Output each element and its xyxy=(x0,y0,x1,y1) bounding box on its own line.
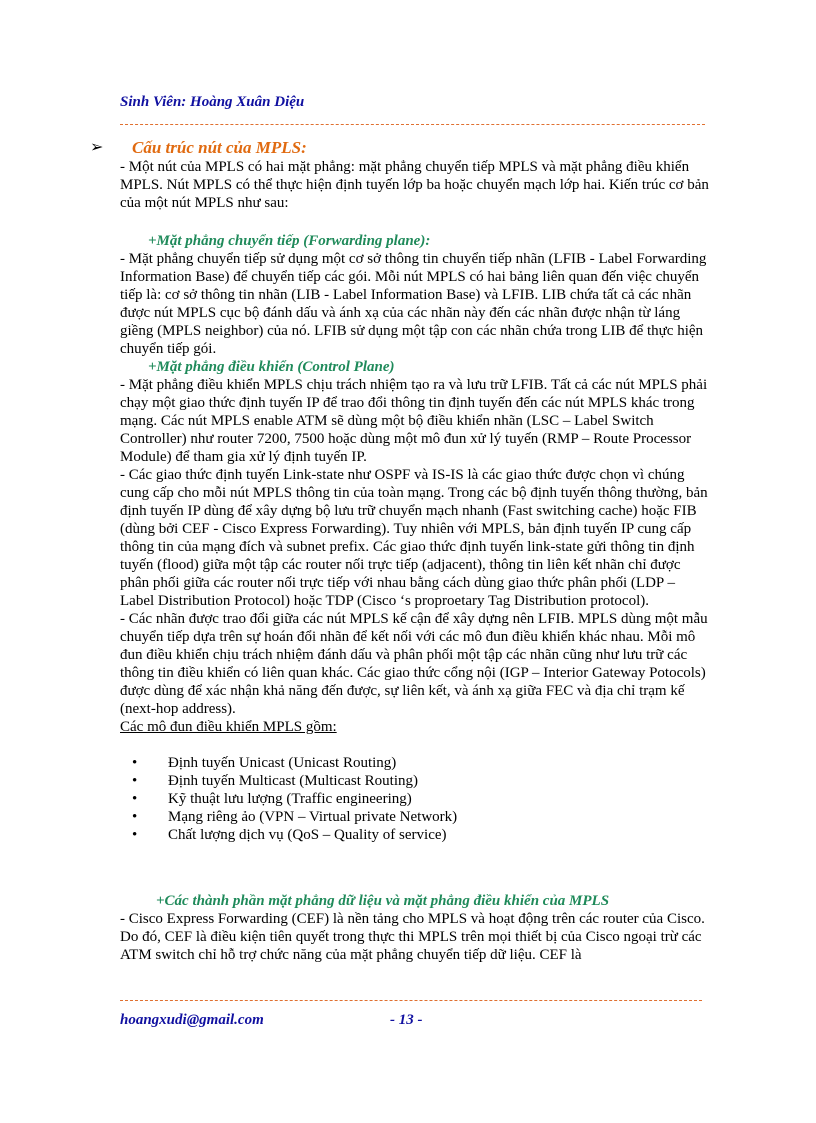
footer-email: hoangxudi@gmail.com xyxy=(120,1012,264,1028)
section-title-text: Cấu trúc nút của MPLS: xyxy=(132,138,307,157)
bullet-dot-icon: • xyxy=(132,827,138,843)
header-divider xyxy=(120,124,705,125)
list-item: • Chất lượng dịch vụ (QoS – Quality of service) xyxy=(132,827,447,843)
intro-paragraph: - Một nút của MPLS có hai mặt phẳng: mặt phẳng chuyển tiếp MPLS và mặt phẳng điều khiển MPLS. Nút MPLS có thể thực hiện định tuyến lớp ba hoặc chuyển mạch lớp hai. Kiến trúc cơ bản của một nút MPLS như sau: xyxy=(120,159,709,211)
footer-divider xyxy=(120,1000,702,1001)
bullet-dot-icon: • xyxy=(132,773,138,789)
list-item: • Định tuyến Unicast (Unicast Routing) xyxy=(132,755,397,771)
list-item: • Kỹ thuật lưu lượng (Traffic engineering) xyxy=(132,791,412,807)
document-body xyxy=(90,138,710,964)
control-plane-paragraph-3: - Các nhãn được trao đổi giữa các nút MPLS kế cận để xây dựng nên LFIB. MPLS dùng một mẫu chuyển tiếp dựa trên sự hoán đổi nhãn để kết nối với các mô đun điều khiển khác nhau. Mỗi mô đun điều khiển chịu trách nhiệm đánh dấu và phân phối một tập các nhãn cũng như lưu trữ các thông tin điều khiển có liên quan khác. Các giao thức cổng nội (IGP – Interior Gateway Potocols) được dùng để xác nhận khả năng đến được, sự liên kết, và ánh xạ giữa FEC và địa chỉ trạm kế (next-hop address). xyxy=(120,611,708,717)
control-plane-paragraph-2: - Các giao thức định tuyến Link-state như OSPF và IS-IS là các giao thức được chọn vì chúng cung cấp cho mỗi nút MPLS thông tin của toàn mạng. Trong các bộ định tuyến thông thường, bản định tuyến IP dùng để xây dựng bộ lưu trữ chuyển mạch nhanh (Fast switching cache) hoặc FIB (dùng bởi CEF - Cisco Express Forwarding). Tuy nhiên với MPLS, bản định tuyến IP cung cấp thông tin của mạng đích và subnet prefix. Các giao thức định tuyến link-state gửi thông tin định tuyến (flood) giữa một tập các router nối trực tiếp (adjacent), thông tin liên kết nhãn chỉ được phân phối giữa các router nối trực tiếp với nhau bằng cách dùng giao thức phân phối (LDP – Label Distribution Protocol) hoặc TDP (Cisco ‘s proproetary Tag Distribution protocol). xyxy=(120,467,708,609)
forwarding-plane-heading: +Mặt phẳng chuyển tiếp (Forwarding plane): xyxy=(148,233,431,249)
arrow-bullet-icon: ➢ xyxy=(90,139,104,156)
components-paragraph: - Cisco Express Forwarding (CEF) là nền tảng cho MPLS và hoạt động trên các router của Cisco. Do đó, CEF là điều kiện tiên quyết trong thực thi MPLS trên mọi thiết bị của Cisco ngoại trừ các ATM switch chỉ hỗ trợ chức năng của mặt phẳng chuyển tiếp dữ liệu. CEF là xyxy=(120,911,705,963)
section-title xyxy=(90,138,710,158)
bullet-dot-icon: • xyxy=(132,755,138,771)
list-item: • Định tuyến Multicast (Multicast Routing) xyxy=(132,773,418,789)
forwarding-plane-paragraph: - Mặt phẳng chuyển tiếp sử dụng một cơ sở thông tin chuyển tiếp nhãn (LFIB - Label Forwarding Information Base) để chuyển tiếp các gói. Mỗi nút MPLS có hai bảng liên quan đến việc chuyển tiếp là: cơ sở thông tin nhãn (LIB - Label Information Base) và LFIB. LIB chứa tất cả các nhãn được nút MPLS cục bộ đánh dấu và ánh xạ của các nhãn này đến các nhãn được nhận từ láng giềng (MPLS neighbor) của nó. LFIB sử dụng một tập con các nhãn chứa trong LIB để thực hiện chuyển tiếp gói. xyxy=(120,251,707,357)
control-plane-heading: +Mặt phẳng điều khiển (Control Plane) xyxy=(148,359,395,375)
modules-heading: Các mô đun điều khiển MPLS gồm: xyxy=(120,719,337,735)
page-number: - 13 - xyxy=(390,1012,423,1028)
bullet-dot-icon: • xyxy=(132,809,138,825)
modules-list xyxy=(120,754,710,844)
spacer xyxy=(120,212,710,232)
spacer xyxy=(120,844,710,892)
components-heading: +Các thành phần mặt phẳng dữ liệu và mặt phẳng điều khiển của MPLS xyxy=(156,893,610,909)
bullet-dot-icon: • xyxy=(132,791,138,807)
control-plane-paragraph-1: - Mặt phẳng điều khiển MPLS chịu trách nhiệm tạo ra và lưu trữ LFIB. Tất cả các nút MPLS phải chạy một giao thức định tuyến IP để trao đổi thông tin định tuyến đến các nút MPLS khác trong mạng. Các nút MPLS enable ATM sẽ dùng một bộ điều khiển nhãn (LSC – Label Switch Controller) như router 7200, 7500 hoặc dùng một mô đun xử lý tuyến (RMP – Route Processor Module) để tham gia xử lý định tuyến IP. xyxy=(120,377,708,465)
list-item: • Mạng riêng ảo (VPN – Virtual private Network) xyxy=(132,809,458,825)
header-author: Sinh Viên: Hoàng Xuân Diệu xyxy=(120,94,305,110)
